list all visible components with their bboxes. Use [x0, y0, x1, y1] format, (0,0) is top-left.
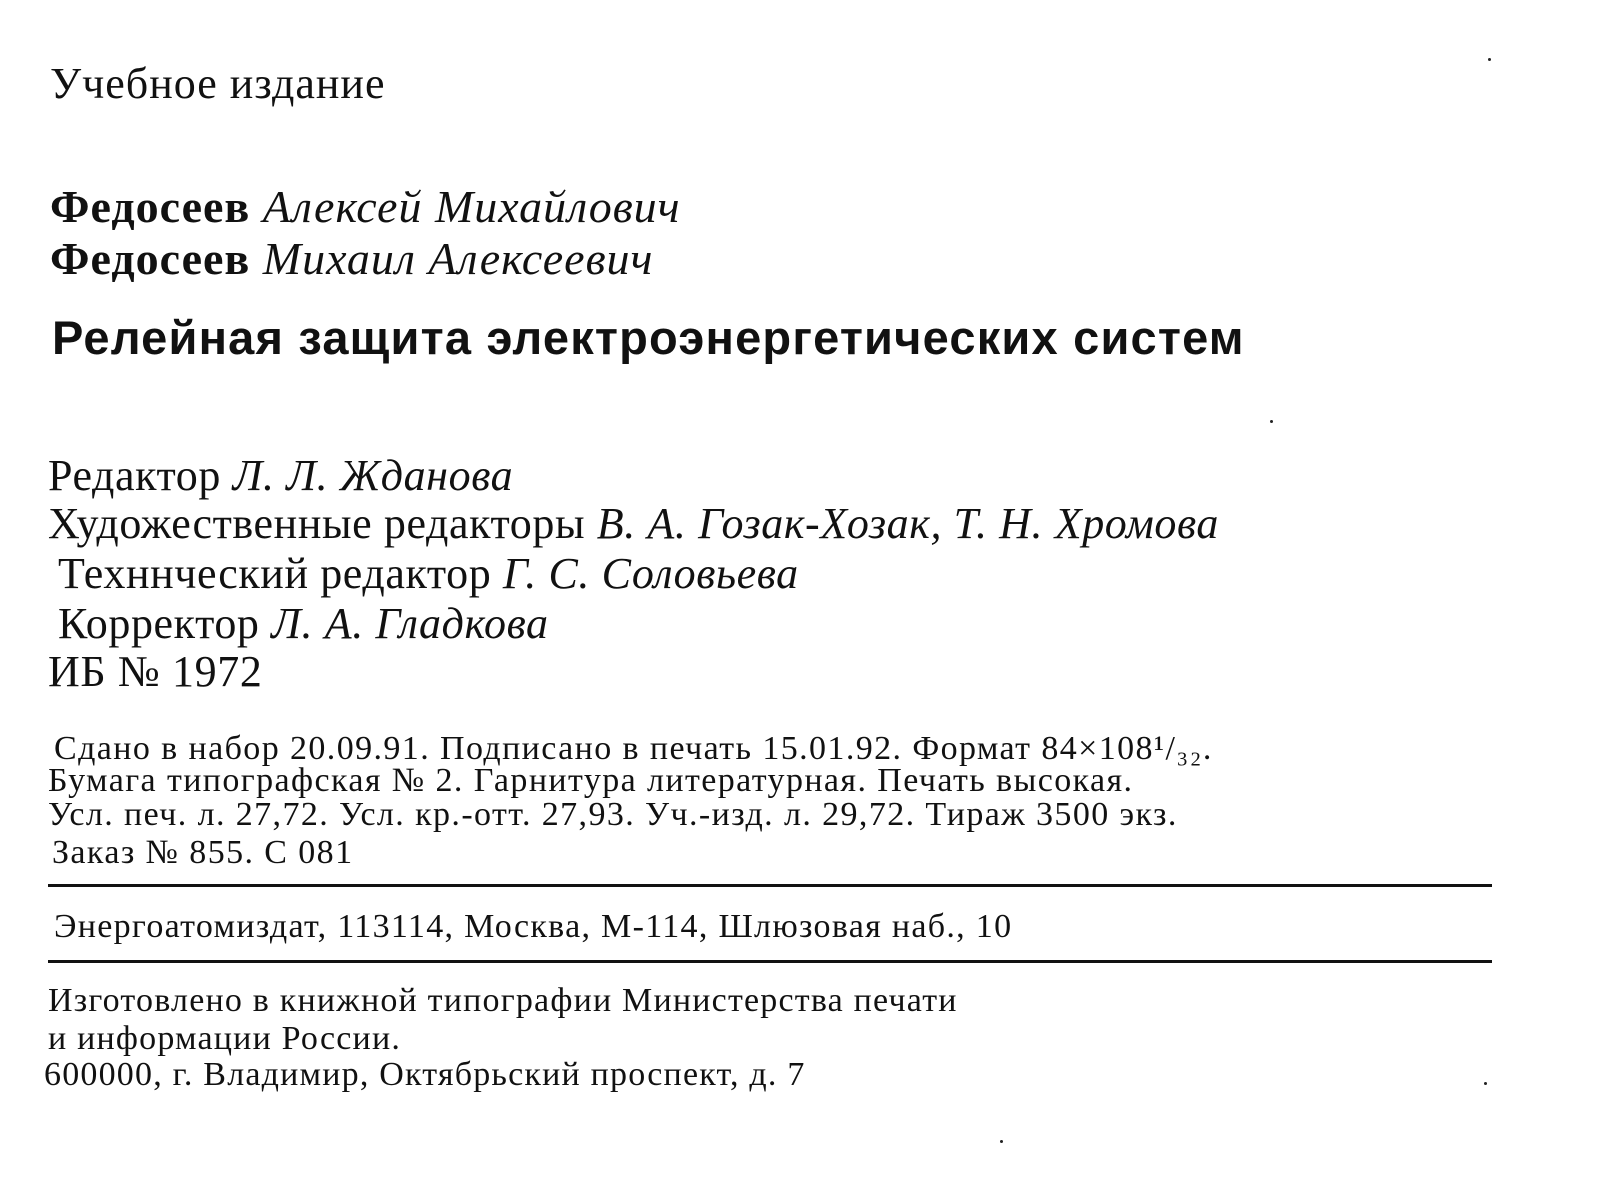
author-given-name: Алексей Михайлович [262, 181, 681, 232]
printer-line: 600000, г. Владимир, Октябрьский проспект, д. 7 [44, 1056, 806, 1093]
print-speck [1484, 1082, 1487, 1085]
credit-line [48, 451, 514, 500]
publisher-address: Энергоатомиздат, 113114, Москва, М-114, Шлюзовая наб., 10 [54, 908, 1013, 945]
credit-line [58, 599, 549, 648]
credit-role: Корректор [58, 599, 260, 648]
credit-role: Техннческий редактор [58, 549, 492, 598]
divider-rule [48, 960, 1492, 963]
credit-name: Л. Л. Жданова [232, 451, 514, 500]
imprint-line: Бумага типографская № 2. Гарнитура литературная. Печать высокая. [48, 762, 1134, 799]
credit-name: В. А. Гозак-Хозак, Т. Н. Хромова [596, 499, 1219, 548]
imprint-line: Заказ № 855. С 081 [52, 834, 354, 871]
printer-line: и информации России. [48, 1020, 402, 1057]
credit-role: Редактор [48, 451, 222, 500]
print-speck [1488, 58, 1491, 61]
author-surname: Федосеев [50, 233, 251, 284]
credit-name: Г. С. Соловьева [502, 549, 799, 598]
author-line [50, 233, 654, 284]
credit-line [58, 549, 799, 598]
imprint-line: Сдано в набор 20.09.91. Подписано в печать 15.01.92. Формат 84×108¹/₃₂. [54, 730, 1213, 767]
printer-line: Изготовлено в книжной типографии Министерства печати [48, 982, 958, 1019]
credit-role: Художественные редакторы [48, 499, 586, 548]
author-given-name: Михаил Алексеевич [262, 233, 654, 284]
credit-name: Л. А. Гладкова [271, 599, 549, 648]
print-speck [1000, 1140, 1003, 1143]
credit-line [48, 499, 1219, 548]
print-speck [1270, 420, 1273, 423]
ib-number: ИБ № 1972 [48, 647, 263, 696]
author-line [50, 181, 681, 232]
author-surname: Федосеев [50, 181, 251, 232]
divider-rule [48, 884, 1492, 887]
imprint-line: Усл. печ. л. 27,72. Усл. кр.-отт. 27,93. Уч.-изд. л. 29,72. Тираж 3500 экз. [48, 796, 1178, 833]
book-title: Релейная защита электроэнергетических систем [52, 311, 1245, 364]
edition-type: Учебное издание [50, 59, 386, 108]
